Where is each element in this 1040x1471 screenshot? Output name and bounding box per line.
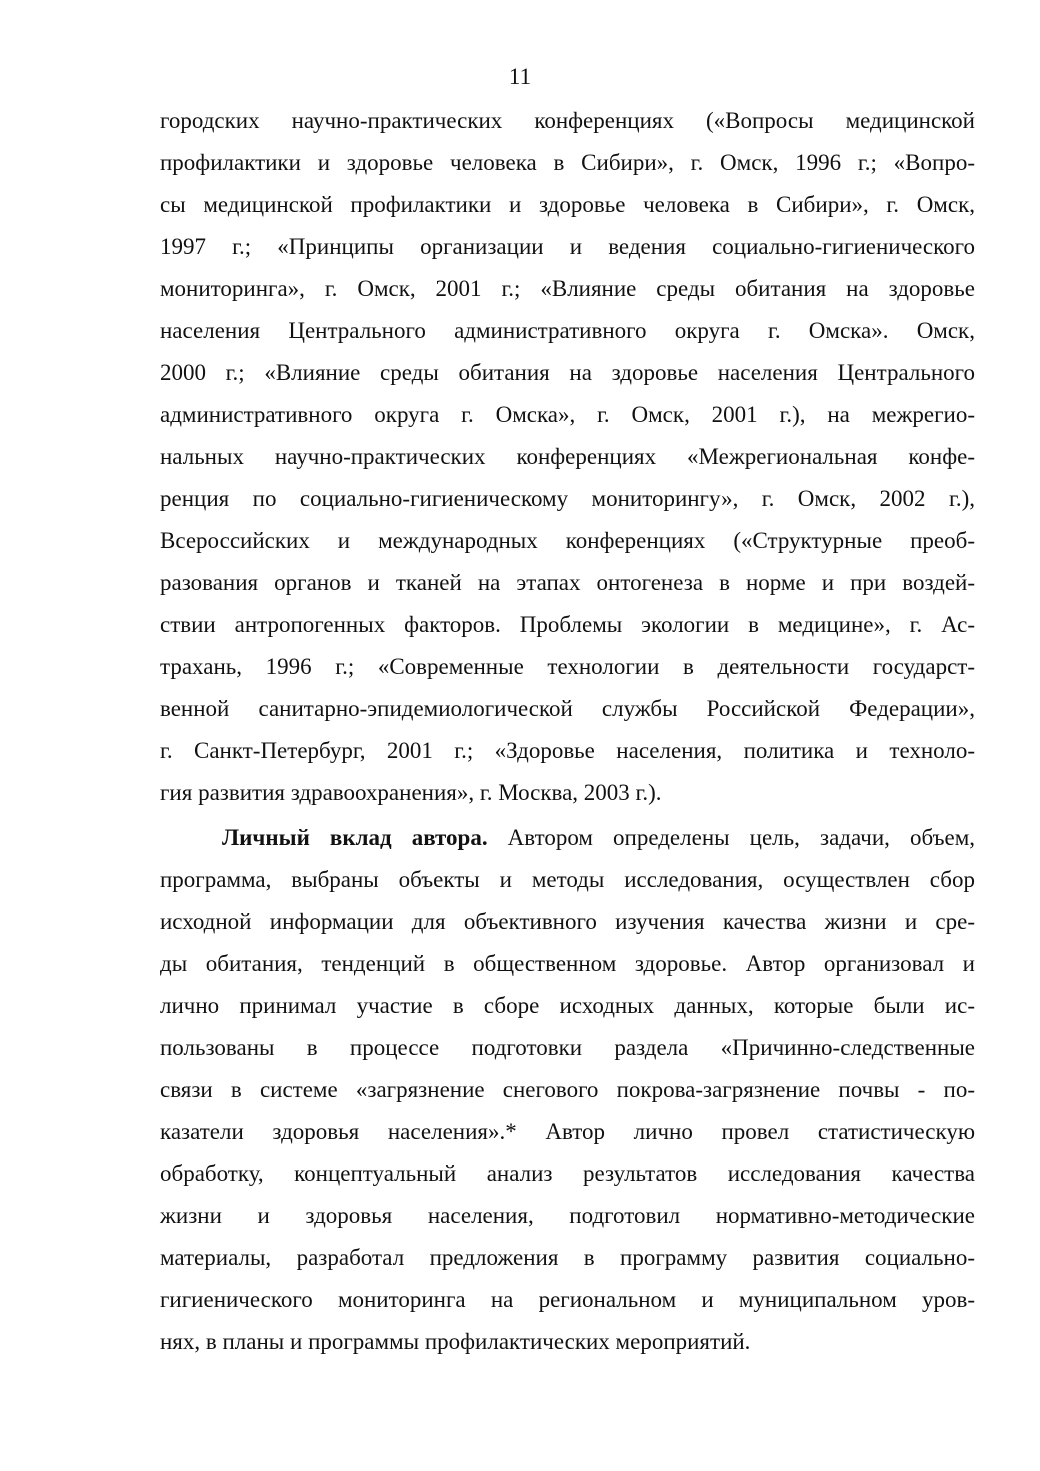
section-heading: Личный вклад автора. [222,825,488,850]
text-line: ренция по социально-гигиеническому мониторингу», г. Омск, 2002 г.), [160,486,975,511]
text-line: казатели здоровья населения».* Автор лично провел статистическую [160,1119,975,1144]
text-line: программа, выбраны объекты и методы исследования, осуществлен сбор [160,867,975,892]
text-line: лично принимал участие в сборе исходных данных, которые были ис- [160,993,975,1018]
text-line: пользованы в процессе подготовки раздела «Причинно-следственные [160,1035,975,1060]
text-line: жизни и здоровья населения, подготовил нормативно-методические [160,1203,975,1228]
text-line: венной санитарно-эпидемиологической службы Российской Федерации», [160,696,975,721]
paragraph-conferences [160,100,975,814]
text-line: сы медицинской профилактики и здоровье человека в Сибири», г. Омск, [160,192,975,217]
text-line: ствии антропогенных факторов. Проблемы экологии в медицине», г. Ас- [160,612,975,637]
text-line: гия развития здравоохранения», г. Москва, 2003 г.). [160,780,662,805]
text-line: г. Санкт-Петербург, 2001 г.; «Здоровье населения, политика и техноло- [160,738,975,763]
text-line: обработку, концептуальный анализ результатов исследования качества [160,1161,975,1186]
text-line: 2000 г.; «Влияние среды обитания на здоровье населения Центрального [160,360,975,385]
text-line: нальных научно-практических конференциях «Межрегиональная конфе- [160,444,975,469]
text-line: трахань, 1996 г.; «Современные технологии в деятельности государст- [160,654,975,679]
text-line: разования органов и тканей на этапах онтогенеза в норме и при воздей- [160,570,975,595]
text-line: городских научно-практических конференциях («Вопросы медицинской [160,108,975,133]
text-line: нях, в планы и программы профилактических мероприятий. [160,1329,751,1354]
text-line: Всероссийских и международных конференциях («Структурные преоб- [160,528,975,553]
text-line: исходной информации для объективного изучения качества жизни и сре- [160,909,975,934]
paragraph-first-line [160,817,975,859]
text-line: связи в системе «загрязнение снегового покрова-загрязнение почвы - по- [160,1077,975,1102]
text-line: административного округа г. Омска», г. Омск, 2001 г.), на межрегио- [160,402,975,427]
first-line-text: Автором определены цель, задачи, объем, [487,825,976,850]
text-line: гигиенического мониторинга на региональном и муниципальном уров- [160,1287,975,1312]
text-line: населения Центрального административного округа г. Омска». Омск, [160,318,975,343]
text-line: 1997 г.; «Принципы организации и ведения социально-гигиенического [160,234,975,259]
text-line: ды обитания, тенденций в общественном здоровье. Автор организовал и [160,951,975,976]
paragraph-personal-contribution [160,817,975,1363]
text-line: мониторинга», г. Омск, 2001 г.; «Влияние среды обитания на здоровье [160,276,975,301]
text-line: материалы, разработал предложения в программу развития социально- [160,1245,975,1270]
page-number: 11 [508,64,532,89]
text-line: профилактики и здоровье человека в Сибири», г. Омск, 1996 г.; «Вопро- [160,150,975,175]
